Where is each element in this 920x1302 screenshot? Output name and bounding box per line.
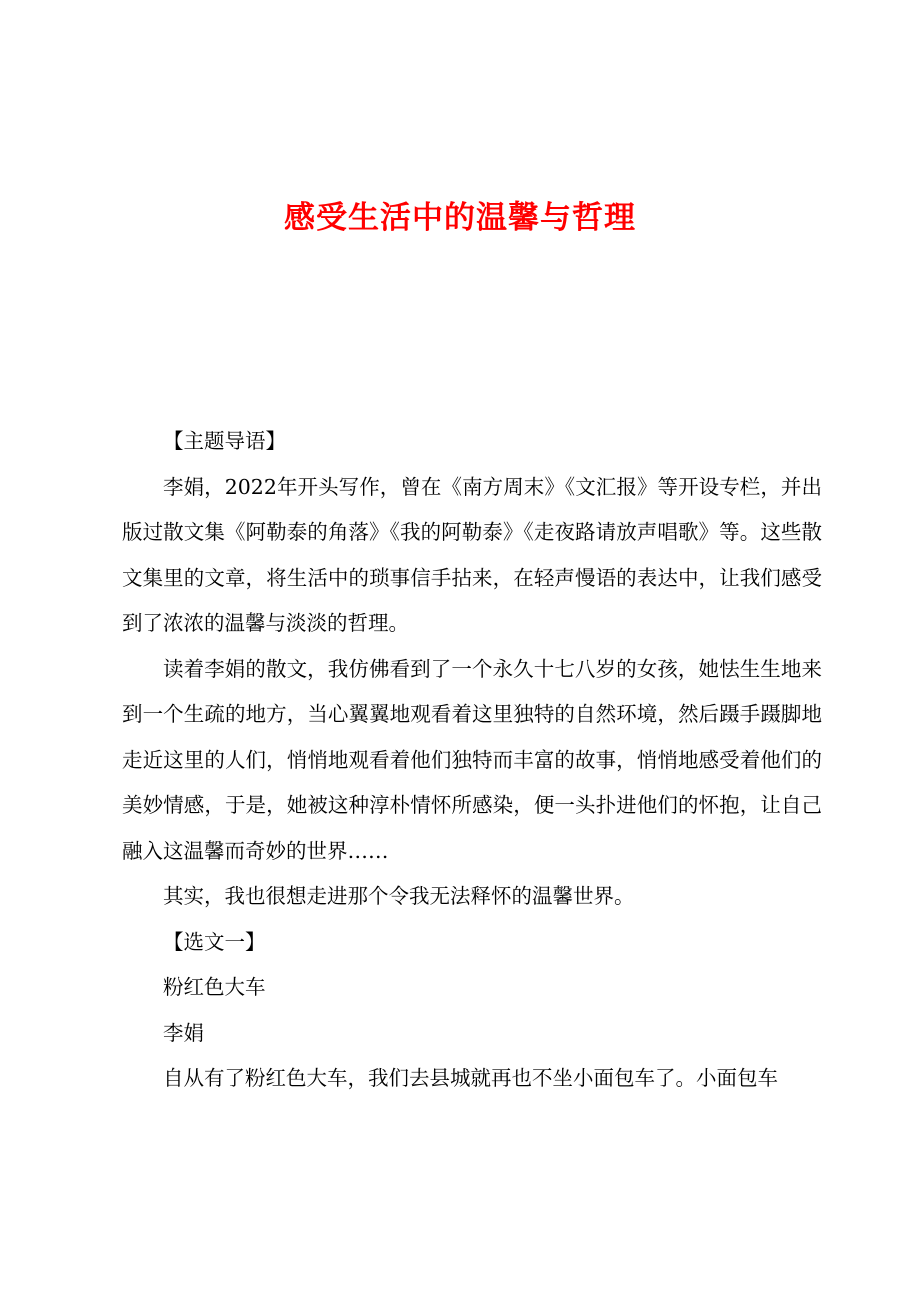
paragraph-article-start: 自从有了粉红色大车，我们去县城就再也不坐小面包车了。小面包车 [163, 1066, 778, 1090]
paragraph-reading: 读着李娟的散文，我仿佛看到了一个永久十七八岁的女孩，她怯生生地来到一个生疏的地方，当心翼翼地观看着这里独特的自然环境，然后蹑手蹑脚地走近这里的人们，悄悄地观看着他们独特而丰富的故事，悄悄地感受着他们的美妙情感，于是，她被这种淳朴情怀所感染，便一头扑进他们的怀抱，让自己融入这温馨而奇妙的世界…… [122, 656, 822, 863]
article-title: 粉红色大车 [163, 975, 266, 999]
section-label-intro: 【主题导语】 [163, 429, 286, 453]
paragraph-intro: 李娟，2022年开头写作，曾在《南方周末》《文汇报》等开设专栏，并出版过散文集《阿勒泰的角落》《我的阿勒泰》《走夜路请放声唱歌》等。这些散文集里的文章，将生活中的琐事信手拈来，在轻声慢语的表达中，让我们感受到了浓浓的温馨与淡淡的哲理。 [122, 474, 822, 635]
paragraph-reflection: 其实，我也很想走进那个令我无法释怀的温馨世界。 [163, 884, 635, 908]
document-body [122, 419, 822, 1102]
document-title: 感受生活中的温馨与哲理 [284, 200, 636, 236]
section-label-selection: 【选文一】 [163, 929, 266, 954]
article-author: 李娟 [163, 1020, 204, 1045]
